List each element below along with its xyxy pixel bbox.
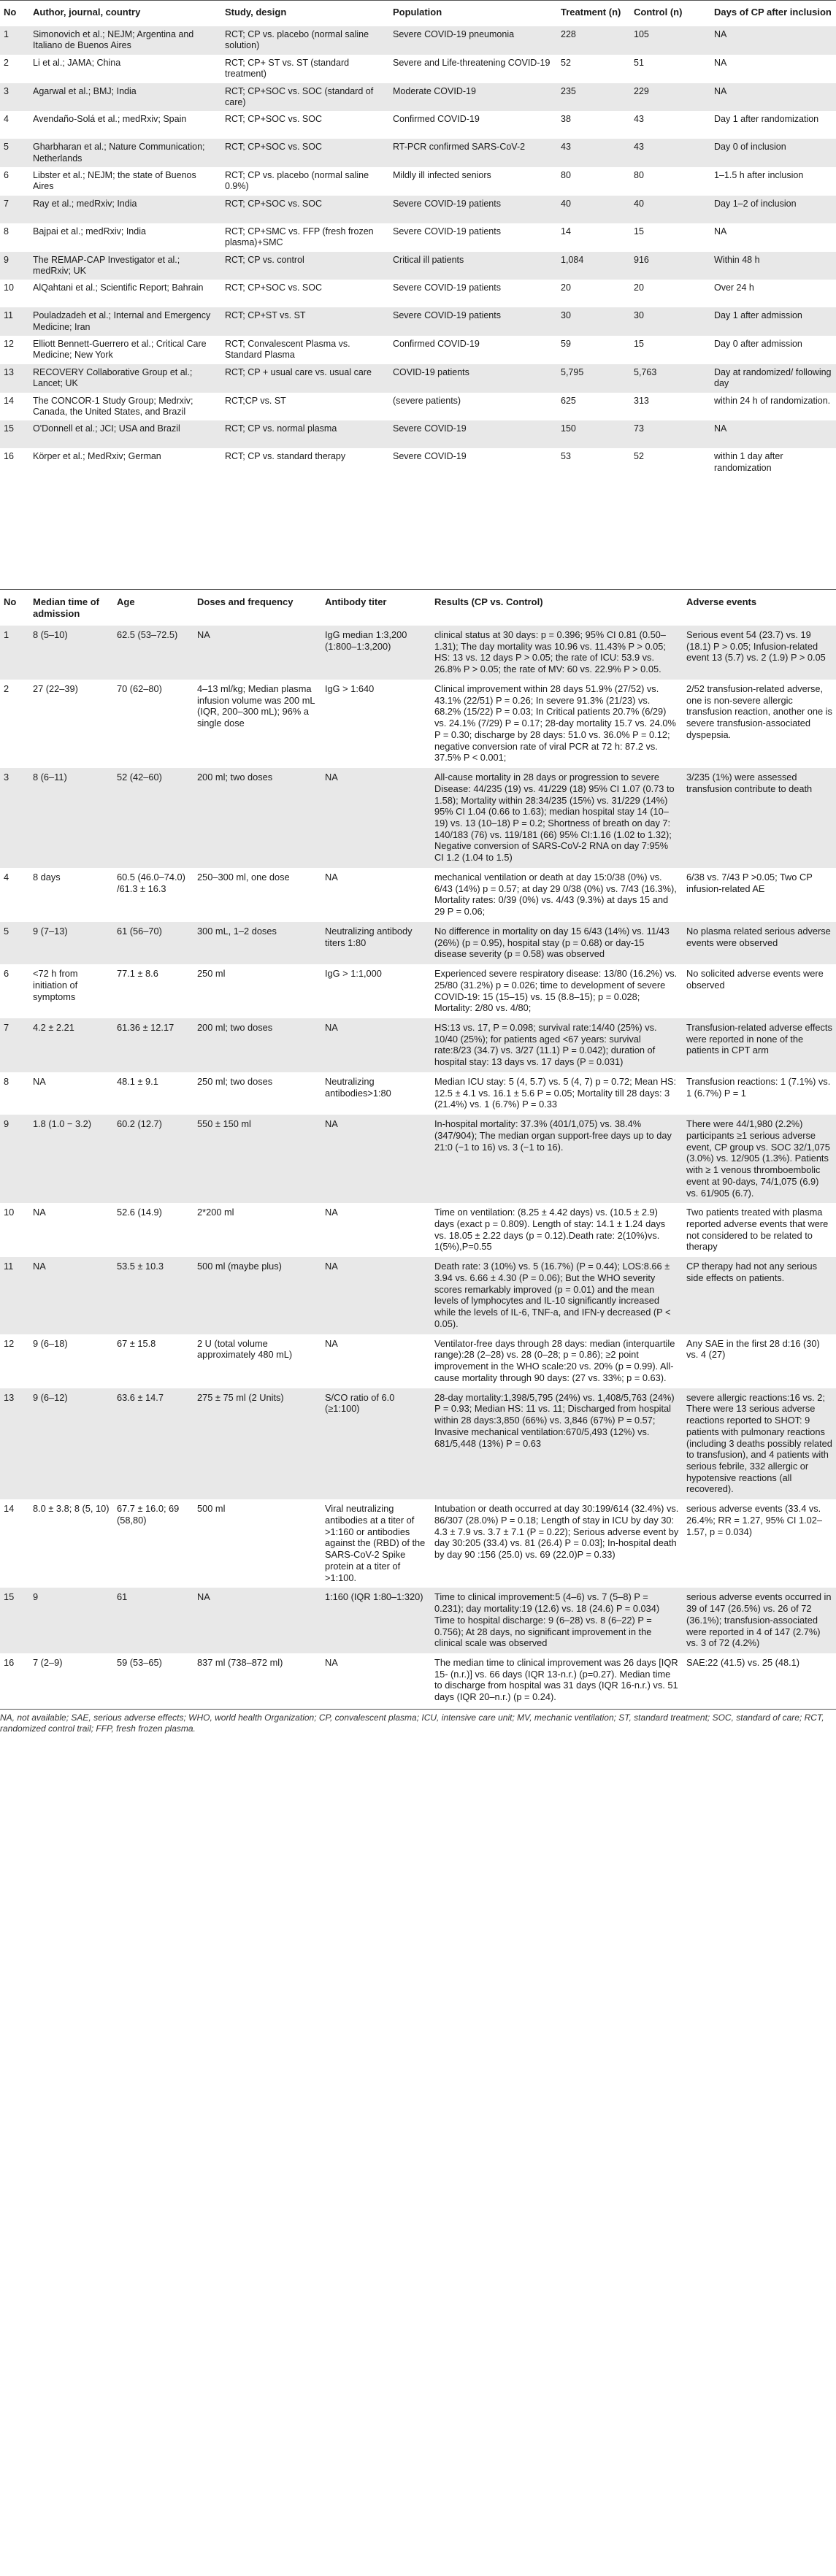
- cell-control: 916: [634, 254, 649, 265]
- cell-population: Confirmed COVID-19: [393, 114, 480, 125]
- cell-doses: 250 ml: [193, 964, 321, 1018]
- cell-days: NA: [714, 85, 727, 96]
- cell-no: 2: [0, 680, 29, 768]
- cell-no: 8: [4, 226, 9, 237]
- table-row: [0, 252, 836, 280]
- cell-no: 7: [4, 198, 9, 209]
- cell-design: RCT; CP+SOC vs. SOC: [225, 114, 323, 125]
- cell-treatment: 150: [561, 423, 576, 434]
- cell-no: 8: [0, 1072, 29, 1115]
- cell-days: NA: [714, 226, 727, 237]
- header-author: Author, journal, country: [33, 7, 141, 18]
- cell-no: 6: [4, 170, 9, 180]
- cell-days: 1–1.5 h after inclusion: [714, 170, 804, 180]
- cell-no: 13: [0, 1388, 29, 1500]
- cell-design: RCT; CP vs. normal plasma: [225, 423, 337, 434]
- cell-population: Severe COVID-19 patients: [393, 198, 501, 209]
- cell-admission: 9 (7–13): [29, 922, 113, 964]
- cell-titer: 1:160 (IQR 1:80–1:320): [321, 1588, 431, 1653]
- cell-titer: NA: [321, 1018, 431, 1072]
- cell-age: 77.1 ± 8.6: [113, 964, 193, 1018]
- cell-treatment: 52: [561, 57, 571, 68]
- cell-no: 1: [4, 29, 9, 39]
- table-row: [0, 307, 836, 336]
- table-row: [0, 1115, 836, 1203]
- header-no: No: [4, 7, 17, 18]
- cell-treatment: 59: [561, 339, 571, 349]
- cell-no: 10: [0, 1203, 29, 1257]
- cell-age: 60.2 (12.7): [113, 1115, 193, 1203]
- cell-author: Li et al.; JAMA; China: [33, 57, 121, 68]
- cell-age: 59 (53–65): [113, 1653, 193, 1707]
- cell-control: 15: [634, 226, 644, 237]
- cell-author: Simonovich et al.; NEJM; Argentina and Italiano de Buenos Aires: [33, 29, 194, 51]
- cell-results: Median ICU stay: 5 (4, 5.7) vs. 5 (4, 7) p = 0.72; Mean HS: 12.5 ± 4.1 vs. 16.1 ± 5.6 P = 0.05; Mortality till 28 days: 3 (21.4%) vs. 1 (6.7%) P = 0.33: [431, 1072, 683, 1115]
- cell-admission: 8 days: [29, 868, 113, 922]
- table-header-row: [0, 590, 836, 626]
- cell-titer: IgG > 1:1,000: [321, 964, 431, 1018]
- cell-no: 9: [0, 1115, 29, 1203]
- cell-age: 60.5 (46.0–74.0) /61.3 ± 16.3: [113, 868, 193, 922]
- table-footnote: NA, not available; SAE, serious adverse effects; WHO, world health Organization; CP, convalescent plasma; ICU, intensive care unit; MV, mechanic ventilation; ST, standard treatment; SOC, standard of care; RCT, randomized control trail; FFP, fresh frozen plasma.: [0, 1712, 824, 1734]
- table-row: [0, 111, 836, 139]
- cell-treatment: 228: [561, 29, 576, 39]
- cell-no: 4: [4, 114, 9, 125]
- header-age: Age: [117, 596, 135, 607]
- cell-population: Mildly ill infected seniors: [393, 170, 491, 180]
- cell-control: 43: [634, 114, 644, 125]
- cell-no: 14: [0, 1499, 29, 1588]
- cell-admission: NA: [29, 1072, 113, 1115]
- cell-treatment: 38: [561, 114, 571, 125]
- cell-titer: NA: [321, 1257, 431, 1334]
- cell-titer: NA: [321, 1334, 431, 1388]
- cell-titer: NA: [321, 1115, 431, 1203]
- table-row: [0, 1388, 836, 1500]
- cell-no: 12: [0, 1334, 29, 1388]
- cell-results: clinical status at 30 days: p = 0.396; 95% CI 0.81 (0.50–1.31); The day mortality was 10.96 vs. 11.43% P > 0.05; HS: 13 vs. 12 days P > 0.05; the rate of ICU: 53.9 vs. 26.8% P > 0.05; the rate of MV: 60 vs. 22.9% P > 0.05.: [431, 626, 683, 680]
- cell-admission: 27 (22–39): [29, 680, 113, 768]
- table-row: [0, 1257, 836, 1334]
- cell-adverse: serious adverse events occurred in 39 of 147 (26.5%) vs. 26 of 72 (36.1%); transfusion-associated were reported in 4 of 147 (2.7%) vs. 3 of 72 (4.2%): [683, 1588, 836, 1653]
- table-row: [0, 964, 836, 1018]
- table-row: [0, 223, 836, 252]
- table-row: [0, 626, 836, 680]
- table-row: [0, 448, 836, 477]
- cell-no: 10: [4, 282, 14, 293]
- cell-control: 15: [634, 339, 644, 349]
- header-results: Results (CP vs. Control): [434, 596, 543, 607]
- table-row: [0, 83, 836, 112]
- cell-no: 5: [4, 142, 9, 153]
- cell-no: 15: [4, 423, 14, 434]
- cell-author: Bajpai et al.; medRxiv; India: [33, 226, 146, 237]
- cell-titer: NA: [321, 768, 431, 868]
- cell-design: RCT; Convalescent Plasma vs. Standard Plasma: [225, 339, 350, 361]
- cell-days: Within 48 h: [714, 254, 760, 265]
- cell-population: Severe and Life-threatening COVID-19: [393, 57, 551, 68]
- cell-titer: Neutralizing antibody titers 1:80: [321, 922, 431, 964]
- header-titer: Antibody titer: [325, 596, 387, 607]
- cell-design: RCT; CP+SOC vs. SOC: [225, 282, 323, 293]
- cell-doses: 200 ml; two doses: [193, 768, 321, 868]
- cell-doses: 275 ± 75 ml (2 Units): [193, 1388, 321, 1500]
- cell-no: 11: [0, 1257, 29, 1334]
- cell-author: Agarwal et al.; BMJ; India: [33, 85, 137, 96]
- table-row: [0, 167, 836, 196]
- cell-results: Death rate: 3 (10%) vs. 5 (16.7%) (P = 0.44); LOS:8.66 ± 3.94 vs. 6.66 ± 4.30 (P = 0.06); But the WHO severity scores remarkably improved (p = 0.01) and the mean levels of lymphocytes and IL-10 significantly increased while the levels of IL-6, TNF-a, and IFN-γ decreased (P < 0.05).: [431, 1257, 683, 1334]
- table-row: [0, 139, 836, 167]
- cell-age: 70 (62–80): [113, 680, 193, 768]
- cell-no: 15: [0, 1588, 29, 1653]
- table-row: [0, 1653, 836, 1707]
- cell-days: within 1 day after randomization: [714, 451, 783, 473]
- header-days: Days of CP after inclusion: [714, 7, 832, 18]
- cell-no: 1: [0, 626, 29, 680]
- cell-adverse: Transfusion-related adverse effects were reported in none of the patients in CPT arm: [683, 1018, 836, 1072]
- cell-no: 5: [0, 922, 29, 964]
- cell-titer: NA: [321, 1653, 431, 1707]
- cell-no: 14: [4, 395, 14, 406]
- table-row: [0, 868, 836, 922]
- cell-author: Elliott Bennett-Guerrero et al.; Critical Care Medicine; New York: [33, 339, 207, 361]
- cell-adverse: SAE:22 (41.5) vs. 25 (48.1): [683, 1653, 836, 1707]
- table-row: [0, 55, 836, 83]
- cell-author: Körper et al.; MedRxiv; German: [33, 451, 161, 462]
- cell-control: 313: [634, 395, 649, 406]
- cell-no: 3: [4, 85, 9, 96]
- cell-days: NA: [714, 29, 727, 39]
- cell-design: RCT; CP vs. standard therapy: [225, 451, 346, 462]
- cell-adverse: Two patients treated with plasma reported adverse events that were not considered to be related to therapy: [683, 1203, 836, 1257]
- cell-population: COVID-19 patients: [393, 366, 469, 377]
- cell-adverse: serious adverse events (33.4 vs. 26.4%; RR = 1.27, 95% CI 1.02–1.57, p = 0.034): [683, 1499, 836, 1588]
- cell-age: 63.6 ± 14.7: [113, 1388, 193, 1500]
- cell-no: 3: [0, 768, 29, 868]
- cell-results: mechanical ventilation or death at day 15:0/38 (0%) vs. 6/43 (14%) p = 0.57; at day 29 0/38 (0%) vs. 7/43 (16.3%), Mortality rates: 0/39 (0%) vs. 4/43 (9.3%) at days 15 and 29 P = 0.06;: [431, 868, 683, 922]
- header-design: Study, design: [225, 7, 287, 18]
- cell-author: RECOVERY Collaborative Group et al.; Lancet; UK: [33, 366, 193, 389]
- cell-days: within 24 h of randomization.: [714, 395, 831, 406]
- cell-author: Libster et al.; NEJM; the state of Buenos Aires: [33, 170, 196, 192]
- cell-days: Day 1–2 of inclusion: [714, 198, 797, 209]
- cell-doses: 250 ml; two doses: [193, 1072, 321, 1115]
- cell-admission: 7 (2–9): [29, 1653, 113, 1707]
- header-population: Population: [393, 7, 442, 18]
- cell-design: RCT; CP + usual care vs. usual care: [225, 366, 372, 377]
- cell-adverse: Transfusion reactions: 1 (7.1%) vs. 1 (6.7%) P = 1: [683, 1072, 836, 1115]
- cell-days: NA: [714, 57, 727, 68]
- table-row: [0, 1072, 836, 1115]
- cell-days: NA: [714, 423, 727, 434]
- cell-control: 73: [634, 423, 644, 434]
- cell-days: Day 0 after admission: [714, 339, 802, 349]
- bottom-rule: [0, 1709, 836, 1710]
- cell-results: Intubation or death occurred at day 30:199/614 (32.4%) vs. 86/307 (28.0%) P = 0.18; Length of stay in ICU by day 30: 4.3 ± 7.9 vs. 3.7 ± 7.1 (P = 0.22); Serious adverse event by day 30:205 (33.4) vs. 81 (26.4) P = 0.03]; In-hospital death by day 90 :156 (25.0) vs. 69 (22.0)P = 0.33): [431, 1499, 683, 1588]
- cell-design: RCT; CP+SOC vs. SOC (standard of care): [225, 85, 374, 107]
- cell-doses: NA: [193, 626, 321, 680]
- cell-design: RCT; CP vs. placebo (normal saline 0.9%): [225, 170, 369, 192]
- cell-author: Avendaño-Solá et al.; medRxiv; Spain: [33, 114, 187, 125]
- cell-population: RT-PCR confirmed SARS-CoV-2: [393, 142, 526, 153]
- cell-design: RCT; CP+ST vs. ST: [225, 310, 306, 321]
- cell-no: 6: [0, 964, 29, 1018]
- table-row: [0, 922, 836, 964]
- cell-admission: 9 (6–12): [29, 1388, 113, 1500]
- table-row: [0, 26, 836, 55]
- cell-admission: 8.0 ± 3.8; 8 (5, 10): [29, 1499, 113, 1588]
- cell-doses: 2*200 ml: [193, 1203, 321, 1257]
- table-row: [0, 1018, 836, 1072]
- cell-treatment: 1,084: [561, 254, 584, 265]
- cell-population: Critical ill patients: [393, 254, 464, 265]
- cell-age: 67 ± 15.8: [113, 1334, 193, 1388]
- cell-population: Confirmed COVID-19: [393, 339, 480, 349]
- cell-age: 61.36 ± 12.17: [113, 1018, 193, 1072]
- table-row: [0, 420, 836, 448]
- table-row: [0, 1588, 836, 1653]
- cell-control: 51: [634, 57, 644, 68]
- cell-titer: NA: [321, 868, 431, 922]
- cell-doses: 837 ml (738–872 ml): [193, 1653, 321, 1707]
- cell-results: Time to clinical improvement:5 (4–6) vs. 7 (5–8) P = 0.231); day mortality:19 (12.6) vs. 18 (24.6) P = 0.034) Time to hospital discharge: 9 (6–28) vs. 8 (6–22) P = 0.756); At 28 days, no significant improvement in the clinical scale was observed: [431, 1588, 683, 1653]
- cell-results: Clinical improvement within 28 days 51.9% (27/52) vs. 43.1% (22/51) P = 0.26; In severe 91.3% (21/23) vs. 68.2% (15/22) P = 0.03; In Critical patients 20.7% (6/29) vs. 24.1% (7/29) P = 0.17; 28-day mortality 15.7 vs. 24.0% P = 0.30; discharge by 28 days: 51.0 vs. 36.0% P = 0.12; negative conversion rate of viral PCR at 72 h: 87.2 vs. 37.5% P < 0.001;: [431, 680, 683, 768]
- cell-titer: IgG median 1:3,200 (1:800–1:3,200): [321, 626, 431, 680]
- cell-titer: IgG > 1:640: [321, 680, 431, 768]
- cell-adverse: 6/38 vs. 7/43 P >0.05; Two CP infusion-related AE: [683, 868, 836, 922]
- cell-admission: NA: [29, 1203, 113, 1257]
- cell-admission: 4.2 ± 2.21: [29, 1018, 113, 1072]
- table-row: [0, 364, 836, 393]
- cell-adverse: severe allergic reactions:16 vs. 2; There were 13 serious adverse reactions reported to SHOT: 9 patients with pulmonary reactions (including 3 deaths possibly related to transfusion), and 4 patients with serious febrile, 332 allergic or hypotensive reactions (all recovered).: [683, 1388, 836, 1500]
- header-treatment: Treatment (n): [561, 7, 621, 18]
- cell-design: RCT; CP+SOC vs. SOC: [225, 142, 323, 153]
- cell-author: Ray et al.; medRxiv; India: [33, 198, 137, 209]
- cell-days: Day 1 after admission: [714, 310, 802, 321]
- cell-no: 2: [4, 57, 9, 68]
- cell-age: 48.1 ± 9.1: [113, 1072, 193, 1115]
- cell-treatment: 40: [561, 198, 571, 209]
- header-adverse: Adverse events: [686, 596, 757, 607]
- cell-admission: 8 (5–10): [29, 626, 113, 680]
- cell-no: 7: [0, 1018, 29, 1072]
- cell-results: All-cause mortality in 28 days or progression to severe Disease: 44/235 (19) vs. 41/229 (18) 95% CI 1.07 (0.73 to 1.58); Mortality within 28:34/235 (15%) vs. 31/229 (14%) 95% CI 1.04 (0.66 to 1.63); median hospital stay 14 (10–19) vs. 13 (10–18) P = 0.2; Shortness of breath on day 7: 140/183 (76) vs. 119/181 (66) 95% CI:1.16 (1.02 to 1.32); Negative conversion of SARS-CoV-2 RNA on day 7:95% CI 1.2 (1.04 to 1.5): [431, 768, 683, 868]
- cell-control: 30: [634, 310, 644, 321]
- cell-control: 105: [634, 29, 649, 39]
- cell-author: AlQahtani et al.; Scientific Report; Bahrain: [33, 282, 204, 293]
- cell-author: Pouladzadeh et al.; Internal and Emergency Medicine; Iran: [33, 310, 211, 332]
- cell-admission: 1.8 (1.0 − 3.2): [29, 1115, 113, 1203]
- cell-no: 12: [4, 339, 14, 349]
- cell-age: 62.5 (53–72.5): [113, 626, 193, 680]
- cell-population: Severe COVID-19 patients: [393, 226, 501, 237]
- cell-doses: 250–300 ml, one dose: [193, 868, 321, 922]
- cell-treatment: 625: [561, 395, 576, 406]
- table-header-row: [0, 0, 836, 26]
- cell-control: 52: [634, 451, 644, 462]
- cell-days: Day 0 of inclusion: [714, 142, 786, 153]
- cell-admission: 9: [29, 1588, 113, 1653]
- cell-titer: NA: [321, 1203, 431, 1257]
- cell-adverse: CP therapy had not any serious side effects on patients.: [683, 1257, 836, 1334]
- cell-no: 13: [4, 366, 14, 377]
- cell-design: RCT; CP vs. placebo (normal saline solution): [225, 29, 369, 51]
- cell-results: No difference in mortality on day 15 6/43 (14%) vs. 11/43 (26%) (p = 0.95), hospital stay (p = 0.68) or day-15 disease severity (p = 0.58) was observed: [431, 922, 683, 964]
- cell-design: RCT; CP+SOC vs. SOC: [225, 198, 323, 209]
- cell-treatment: 5,795: [561, 366, 584, 377]
- header-no: No: [4, 596, 17, 607]
- cell-admission: <72 h from initiation of symptoms: [29, 964, 113, 1018]
- cell-titer: Neutralizing antibodies>1:80: [321, 1072, 431, 1115]
- cell-design: RCT; CP+SMC vs. FFP (fresh frozen plasma)+SMC: [225, 226, 374, 248]
- cell-results: Time on ventilation: (8.25 ± 4.42 days) vs. (10.5 ± 2.9) days (exact p = 0.809). Length of stay: 14.1 ± 1.24 days vs. 18.05 ± 2.22 days (p = 0.12).Death rate: 2(10%)vs. 1(5%),P=0.55: [431, 1203, 683, 1257]
- cell-design: RCT; CP+ ST vs. ST (standard treatment): [225, 57, 350, 80]
- cell-age: 67.7 ± 16.0; 69 (58,80): [113, 1499, 193, 1588]
- cell-treatment: 14: [561, 226, 571, 237]
- cell-population: Moderate COVID-19: [393, 85, 476, 96]
- cell-control: 20: [634, 282, 644, 293]
- cell-author: The REMAP-CAP Investigator et al.; medRxiv; UK: [33, 254, 180, 276]
- cell-adverse: No plasma related serious adverse events were observed: [683, 922, 836, 964]
- cell-doses: 550 ± 150 ml: [193, 1115, 321, 1203]
- cell-doses: 200 ml; two doses: [193, 1018, 321, 1072]
- cell-adverse: Serious event 54 (23.7) vs. 19 (18.1) P > 0.05; Infusion-related event 13 (5.7) vs. 2 (1.9) P > 0.05: [683, 626, 836, 680]
- table-row: [0, 280, 836, 307]
- study-characteristics-table: [0, 0, 836, 477]
- cell-control: 5,763: [634, 366, 657, 377]
- cell-no: 11: [4, 310, 13, 321]
- cell-doses: 500 ml: [193, 1499, 321, 1588]
- cell-treatment: 80: [561, 170, 571, 180]
- cell-population: (severe patients): [393, 395, 461, 406]
- header-doses: Doses and frequency: [197, 596, 294, 607]
- cell-doses: 2 U (total volume approximately 480 mL): [193, 1334, 321, 1388]
- table-row: [0, 196, 836, 223]
- cell-author: The CONCOR-1 Study Group; Medrxiv; Canada, the United States, and Brazil: [33, 395, 193, 417]
- cell-adverse: 2/52 transfusion-related adverse, one is non-severe allergic transfusion reaction, another one is severe transfusion-associated dyspepsia.: [683, 680, 836, 768]
- cell-age: 61: [113, 1588, 193, 1653]
- table-row: [0, 1499, 836, 1588]
- cell-population: Severe COVID-19 pneumonia: [393, 29, 515, 39]
- cell-titer: S/CO ratio of 6.0 (≥1:100): [321, 1388, 431, 1500]
- cell-doses: 300 mL, 1–2 doses: [193, 922, 321, 964]
- cell-results: HS:13 vs. 17, P = 0.098; survival rate:14/40 (25%) vs. 10/40 (25%); for patients aged <67 years: survival rate:8/23 (34.7) vs. 3/27 (11.1) P = 0.042); duration of hospital stay: 13 days vs. 17 days (P = 0.031): [431, 1018, 683, 1072]
- cell-control: 229: [634, 85, 649, 96]
- table-row: [0, 680, 836, 768]
- cell-population: Severe COVID-19: [393, 451, 467, 462]
- cell-results: 28-day mortality:1,398/5,795 (24%) vs. 1,408/5,763 (24%) P = 0.93; Median HS: 11 vs. 11; Discharged from hospital within 28 days:3,850 (66%) vs. 3,846 (67%) P = 0.57; Invasive mechanical ventilation:670/5,493 (12%) vs. 681/5,448 (13%) P = 0.63: [431, 1388, 683, 1500]
- cell-days: Day 1 after randomization: [714, 114, 819, 125]
- table-row: [0, 336, 836, 364]
- cell-doses: 4–13 ml/kg; Median plasma infusion volume was 200 mL (IQR, 200–300 mL); 96% a single dose: [193, 680, 321, 768]
- cell-adverse: 3/235 (1%) were assessed transfusion contribute to death: [683, 768, 836, 868]
- cell-adverse: There were 44/1,980 (2.2%) participants ≥1 serious adverse event, CP group vs. SOC 32/1,075 (3.0%) vs. 12/905 (1.3%). Patients with ≥ 1 venous thromboembolic event at 90-days, 74/1,075 (6.9) vs. 61/905 (6.7).: [683, 1115, 836, 1203]
- cell-design: RCT;CP vs. ST: [225, 395, 286, 406]
- cell-admission: NA: [29, 1257, 113, 1334]
- cell-results: In-hospital mortality: 37.3% (401/1,075) vs. 38.4% (347/904); The median organ support-free days up to day 21:0 (−1 to 16) vs. 3 (−1 to 16).: [431, 1115, 683, 1203]
- table-row: [0, 393, 836, 421]
- cell-treatment: 53: [561, 451, 571, 462]
- cell-treatment: 43: [561, 142, 571, 153]
- cell-treatment: 20: [561, 282, 571, 293]
- cell-admission: 9 (6–18): [29, 1334, 113, 1388]
- cell-results: The median time to clinical improvement was 26 days [IQR 15- (n.r.)] vs. 66 days (IQR 13-n.r.) (p=0.27). Median time to discharge from hospital was 31 days (IQR 16-n.r.) vs. 51 days (IQR 20–n.r.) (p = 0.24).: [431, 1653, 683, 1707]
- cell-author: O'Donnell et al.; JCI; USA and Brazil: [33, 423, 180, 434]
- cell-population: Severe COVID-19: [393, 423, 467, 434]
- cell-no: 16: [0, 1653, 29, 1707]
- cell-admission: 8 (6–11): [29, 768, 113, 868]
- cell-days: Day at randomized/ following day: [714, 366, 832, 389]
- cell-no: 4: [0, 868, 29, 922]
- cell-control: 43: [634, 142, 644, 153]
- cell-doses: NA: [193, 1588, 321, 1653]
- table-row: [0, 768, 836, 868]
- study-results-table: [0, 590, 836, 1707]
- cell-treatment: 30: [561, 310, 571, 321]
- cell-no: 16: [4, 451, 14, 462]
- cell-treatment: 235: [561, 85, 576, 96]
- table-row: [0, 1203, 836, 1257]
- cell-titer: Viral neutralizing antibodies at a titer of >1:160 or antibodies against the (RBD) of the SARS-CoV-2 Spike protein at a titer of >1:100.: [321, 1499, 431, 1588]
- cell-control: 80: [634, 170, 644, 180]
- header-control: Control (n): [634, 7, 683, 18]
- cell-adverse: Any SAE in the first 28 d:16 (30) vs. 4 (27): [683, 1334, 836, 1388]
- cell-results: Experienced severe respiratory disease: 13/80 (16.2%) vs. 25/80 (31.2%) p = 0.026; time to development of severe COVID-19: 15 (15–15) vs. 15 (8.8–15); p = 0.028; Mortality: 2/80 vs. 4/80;: [431, 964, 683, 1018]
- cell-adverse: No solicited adverse events were observed: [683, 964, 836, 1018]
- cell-age: 53.5 ± 10.3: [113, 1257, 193, 1334]
- cell-days: Over 24 h: [714, 282, 754, 293]
- cell-design: RCT; CP vs. control: [225, 254, 304, 265]
- cell-no: 9: [4, 254, 9, 265]
- cell-control: 40: [634, 198, 644, 209]
- table-row: [0, 1334, 836, 1388]
- cell-age: 52 (42–60): [113, 768, 193, 868]
- cell-population: Severe COVID-19 patients: [393, 282, 501, 293]
- cell-age: 61 (56–70): [113, 922, 193, 964]
- cell-population: Severe COVID-19 patients: [393, 310, 501, 321]
- cell-age: 52.6 (14.9): [113, 1203, 193, 1257]
- cell-author: Gharbharan et al.; Nature Communication; Netherlands: [33, 142, 205, 164]
- cell-results: Ventilator-free days through 28 days: median (interquartile range):28 (2–28) vs. 28 (0–28; p = 0.86); ≥2 point improvement in the WHO scale:20 vs. 20% (p = 0.99). All-cause mortality through 90 days: (27 vs. 33%; p = 0.63).: [431, 1334, 683, 1388]
- cell-doses: 500 ml (maybe plus): [193, 1257, 321, 1334]
- header-admission: Median time of admission: [33, 596, 100, 619]
